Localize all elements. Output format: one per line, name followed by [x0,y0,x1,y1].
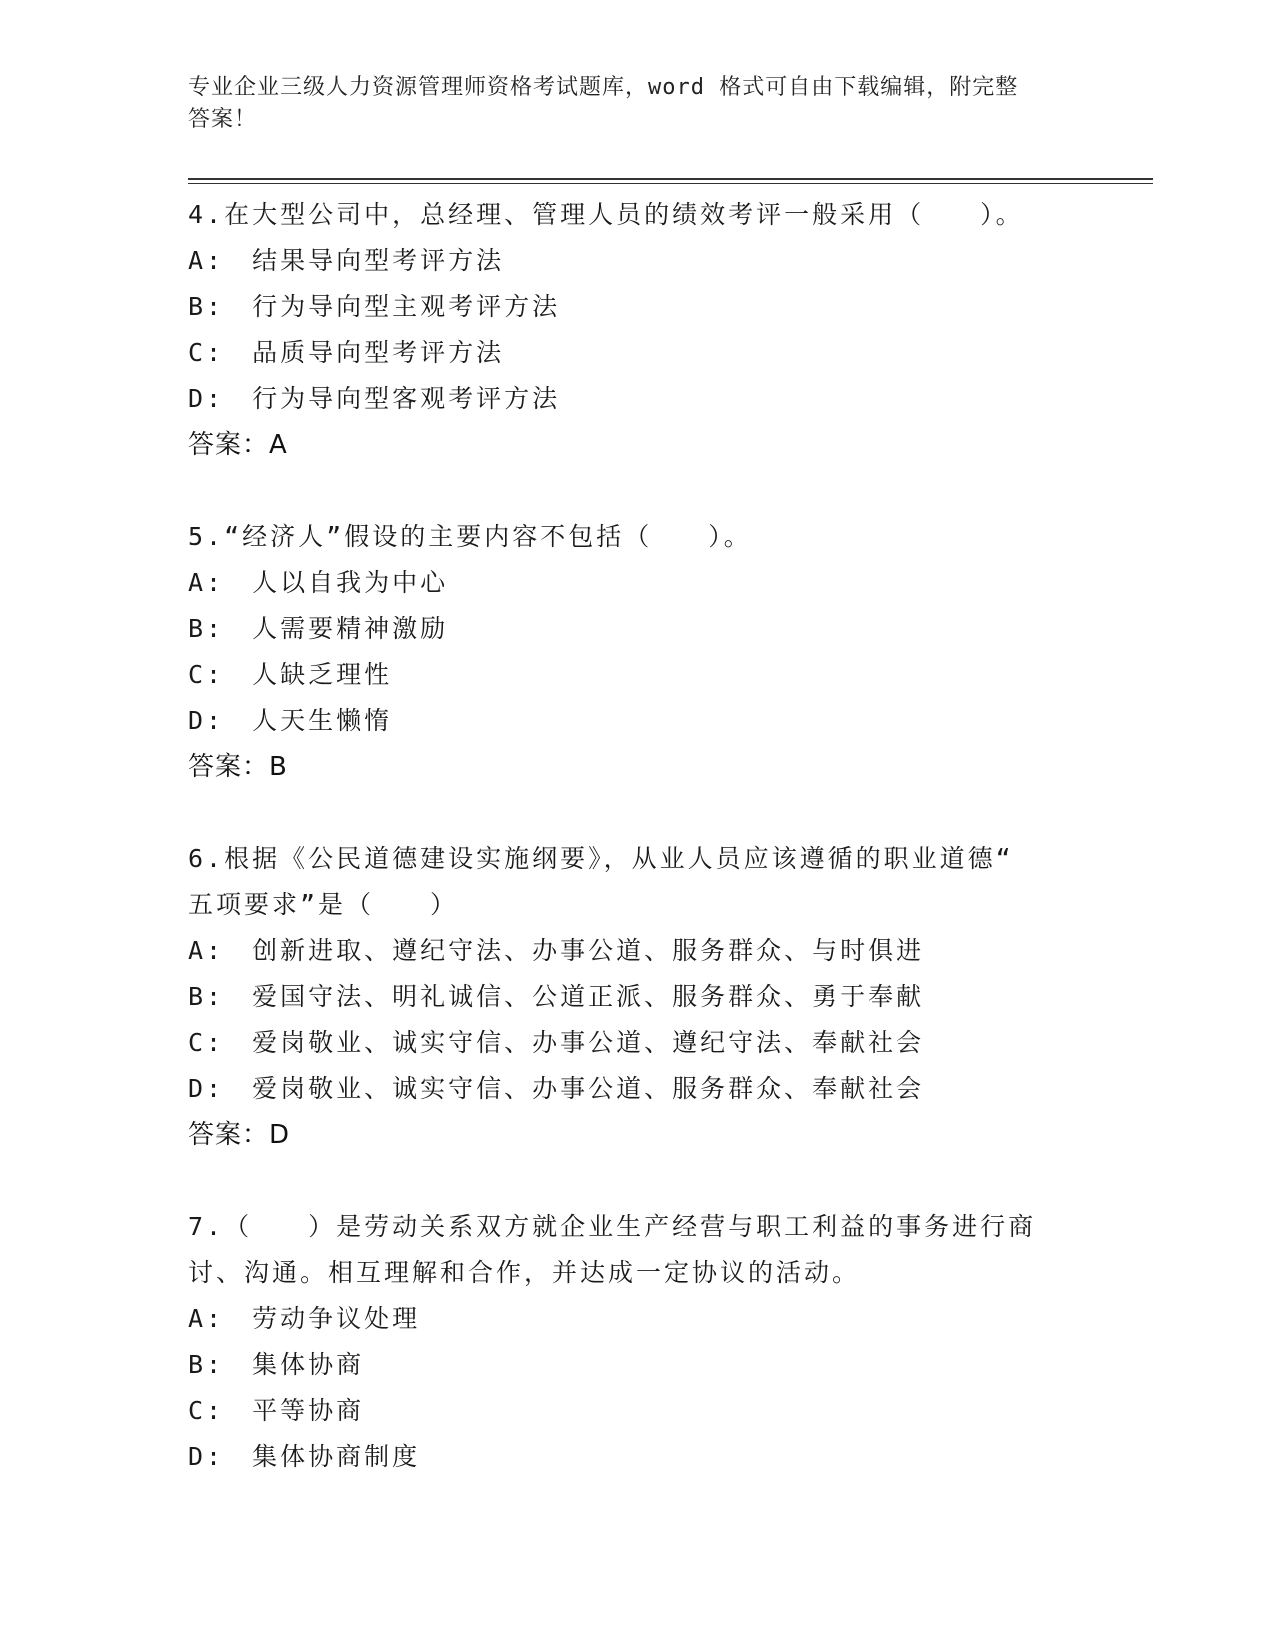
question-stem-line-2: 五项要求”是（ ） [188,890,459,919]
option-c: C: 品质导向型考评方法 [188,338,505,367]
option-a: A: 劳动争议处理 [188,1304,421,1333]
answer-label: 答案：B [188,752,288,782]
option-a: A: 人以自我为中心 [188,568,449,597]
question-stem-line-1: 6.根据《公民道德建设实施纲要》，从业人员应该遵循的职业道德“ [188,844,1014,873]
question-7 [188,1204,1088,1480]
option-b: B: 行为导向型主观考评方法 [188,292,561,321]
question-list [188,192,1088,1526]
option-c: C: 爱岗敬业、诚实守信、办事公道、遵纪守法、奉献社会 [188,1028,925,1057]
option-c: C: 平等协商 [188,1396,365,1425]
question-stem-line-1: 7.（ ）是劳动关系双方就企业生产经营与职工利益的事务进行商 [188,1212,1037,1241]
option-b: B: 集体协商 [188,1350,365,1379]
question-5 [188,514,1088,790]
option-b: B: 人需要精神激励 [188,614,449,643]
option-d: D: 人天生懒惰 [188,706,393,735]
header-line-2: 答案！ [188,107,258,132]
header-line-1: 专业企业三级人力资源管理师资格考试题库，word 格式可自由下载编辑，附完整 [188,75,1019,100]
option-a: A: 创新进取、遵纪守法、办事公道、服务群众、与时俱进 [188,936,925,965]
option-a: A: 结果导向型考评方法 [188,246,505,275]
question-6 [188,836,1088,1158]
option-b: B: 爱国守法、明礼诚信、公道正派、服务群众、勇于奉献 [188,982,925,1011]
question-stem: 4.在大型公司中，总经理、管理人员的绩效考评一般采用（ ）。 [188,200,1024,229]
header-divider-thick [188,178,1153,180]
question-stem-line-2: 讨、沟通。相互理解和合作，并达成一定协议的活动。 [188,1258,861,1287]
answer-label: 答案：A [188,430,288,460]
header-divider-thin [188,183,1153,184]
option-d: D: 集体协商制度 [188,1442,421,1471]
option-d: D: 行为导向型客观考评方法 [188,384,561,413]
document-header [188,72,1068,136]
question-4 [188,192,1088,468]
option-c: C: 人缺乏理性 [188,660,393,689]
answer-label: 答案：D [188,1120,291,1150]
option-d: D: 爱岗敬业、诚实守信、办事公道、服务群众、奉献社会 [188,1074,925,1103]
question-stem: 5.“经济人”假设的主要内容不包括（ ）。 [188,522,752,551]
